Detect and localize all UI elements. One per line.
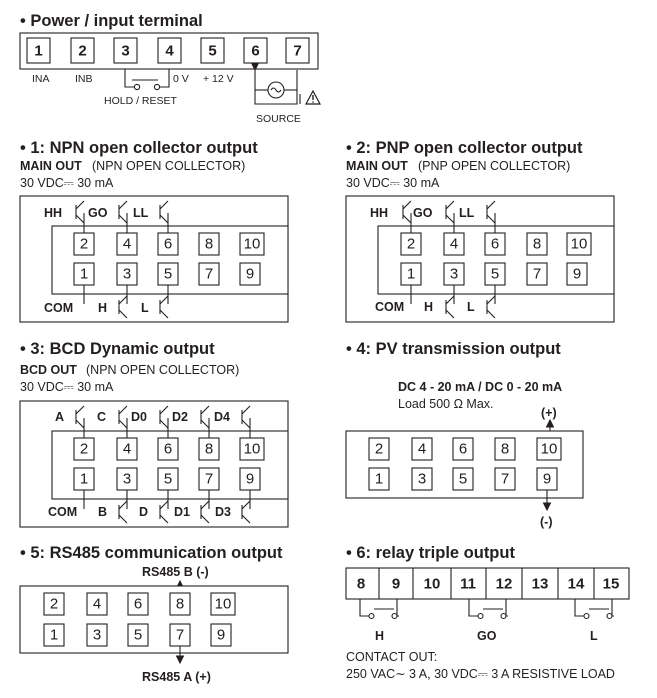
zero-v-label: 0 V xyxy=(173,73,189,85)
bcd-c-label: C xyxy=(97,410,107,424)
npn-go-label: GO xyxy=(88,206,108,220)
pnp-terminal: 3 xyxy=(449,265,459,283)
rs485-terminal: 9 xyxy=(216,626,226,644)
rs485-section xyxy=(20,544,288,684)
bcd-terminal: 4 xyxy=(122,440,132,458)
pnp-l-label: L xyxy=(467,300,475,314)
pv-title: • 4: PV transmission output xyxy=(346,340,561,358)
pnp-terminal: 1 xyxy=(406,265,416,283)
bcd-rating: 30 VDC⎓ 30 mA xyxy=(20,380,114,394)
bcd-section xyxy=(20,340,288,527)
pv-terminal: 9 xyxy=(542,470,552,488)
relay-contact-h xyxy=(360,599,399,619)
pnp-terminal: 9 xyxy=(572,265,582,283)
rs485-terminal: 8 xyxy=(175,595,185,613)
pnp-terminal: 8 xyxy=(532,235,542,253)
npn-main-out-type: (NPN OPEN COLLECTOR) xyxy=(92,159,246,173)
hold-reset-label: HOLD / RESET xyxy=(104,95,177,107)
pv-terminal: 10 xyxy=(540,440,558,458)
pv-section xyxy=(346,340,583,529)
pnp-com-label: COM xyxy=(375,300,405,314)
npn-terminal: 1 xyxy=(79,265,89,283)
bcd-terminal: 10 xyxy=(243,440,261,458)
pnp-section xyxy=(346,139,614,322)
npn-terminal: 2 xyxy=(79,235,89,253)
bcd-out-type: (NPN OPEN COLLECTOR) xyxy=(86,363,240,377)
pv-terminal: 5 xyxy=(458,470,468,488)
rs485-terminal: 6 xyxy=(133,595,143,613)
power-terminal: 4 xyxy=(165,42,174,60)
bcd-d0-label: D0 xyxy=(131,410,147,424)
bcd-com-label: COM xyxy=(48,505,78,519)
rs485-terminal: 2 xyxy=(49,595,59,613)
relay-section xyxy=(346,544,629,681)
relay-contact-l xyxy=(575,599,614,619)
relay-terminal: 13 xyxy=(531,575,549,593)
power-terminal: 2 xyxy=(78,42,87,60)
pv-terminal: 7 xyxy=(500,470,510,488)
relay-h-label: H xyxy=(375,629,385,643)
npn-terminal: 3 xyxy=(122,265,132,283)
pnp-terminal: 10 xyxy=(570,235,588,253)
rs485-terminal: 4 xyxy=(92,595,102,613)
npn-terminal: 5 xyxy=(163,265,173,283)
bcd-terminal: 6 xyxy=(163,440,173,458)
bcd-terminal: 8 xyxy=(204,440,214,458)
npn-com-label: COM xyxy=(44,301,74,315)
pnp-terminal: 5 xyxy=(490,265,500,283)
pnp-terminal: 7 xyxy=(532,265,542,283)
source-label: SOURCE xyxy=(256,113,301,125)
npn-terminal: 8 xyxy=(204,235,214,253)
rs485-a-label: RS485 A (+) xyxy=(142,670,211,684)
relay-terminal: 14 xyxy=(567,575,585,593)
relay-go-label: GO xyxy=(477,629,497,643)
rs485-terminal: 7 xyxy=(175,626,185,644)
relay-terminal: 9 xyxy=(391,575,401,593)
pv-terminal: 2 xyxy=(374,440,384,458)
bcd-d1-label: D1 xyxy=(174,505,190,519)
relay-contact-rating: 250 VAC∼ 3 A, 30 VDC⎓ 3 A RESISTIVE LOAD xyxy=(346,667,615,681)
bcd-a-label: A xyxy=(55,410,65,424)
bcd-terminal: 5 xyxy=(163,470,173,488)
pnp-hh-label: HH xyxy=(370,206,389,220)
npn-terminal: 9 xyxy=(245,265,255,283)
npn-terminal: 10 xyxy=(243,235,261,253)
relay-terminal: 15 xyxy=(602,575,620,593)
relay-terminal: 10 xyxy=(423,575,441,593)
rs485-b-label: RS485 B (-) xyxy=(142,565,209,579)
bcd-terminal: 3 xyxy=(122,470,132,488)
warning-icon xyxy=(306,91,320,104)
rs485-terminal: 3 xyxy=(92,626,102,644)
pv-load: Load 500 Ω Max. xyxy=(398,397,494,411)
bcd-title: • 3: BCD Dynamic output xyxy=(20,340,215,358)
relay-terminal: 8 xyxy=(356,575,366,593)
power-section xyxy=(20,12,320,125)
pnp-main-out-type: (PNP OPEN COLLECTOR) xyxy=(418,159,571,173)
pv-terminal: 6 xyxy=(458,440,468,458)
rs485-terminal: 1 xyxy=(49,626,59,644)
power-terminal: 7 xyxy=(293,42,302,60)
bcd-b-label: B xyxy=(98,505,108,519)
bcd-d3-label: D3 xyxy=(215,505,231,519)
inb-label: INB xyxy=(75,73,93,85)
pnp-h-label: H xyxy=(424,300,434,314)
relay-l-label: L xyxy=(590,629,598,643)
npn-h-label: H xyxy=(98,301,108,315)
pnp-terminal: 2 xyxy=(406,235,416,253)
npn-rating: 30 VDC⎓ 30 mA xyxy=(20,176,114,190)
pv-terminal: 3 xyxy=(417,470,427,488)
pv-terminal: 4 xyxy=(417,440,427,458)
power-terminal: 5 xyxy=(208,42,217,60)
power-terminal: 3 xyxy=(121,42,130,60)
rs485-terminal: 10 xyxy=(214,595,232,613)
npn-main-out: MAIN OUT xyxy=(20,159,82,173)
plus12v-label: + 12 V xyxy=(203,73,234,85)
relay-contact-go xyxy=(469,599,508,619)
rs485-title: • 5: RS485 communication output xyxy=(20,544,283,562)
pnp-terminal: 6 xyxy=(490,235,500,253)
bcd-terminal: 2 xyxy=(79,440,89,458)
pnp-title: • 2: PNP open collector output xyxy=(346,139,583,157)
pnp-rating: 30 VDC⎓ 30 mA xyxy=(346,176,440,190)
bcd-terminal: 9 xyxy=(245,470,255,488)
pnp-ll-label: LL xyxy=(459,206,475,220)
relay-terminal: 12 xyxy=(495,575,513,593)
power-terminal: 1 xyxy=(34,42,43,60)
pnp-go-label: GO xyxy=(413,206,433,220)
bcd-d4-label: D4 xyxy=(214,410,230,424)
npn-hh-label: HH xyxy=(44,206,63,220)
bcd-terminal: 7 xyxy=(204,470,214,488)
npn-ll-label: LL xyxy=(133,206,149,220)
pv-terminal: 1 xyxy=(374,470,384,488)
pv-terminal: 8 xyxy=(500,440,510,458)
npn-terminal: 6 xyxy=(163,235,173,253)
npn-l-label: L xyxy=(141,301,149,315)
pnp-terminal: 4 xyxy=(449,235,459,253)
npn-terminal: 7 xyxy=(204,265,214,283)
pv-spec: DC 4 - 20 mA / DC 0 - 20 mA xyxy=(398,380,563,394)
pnp-main-out: MAIN OUT xyxy=(346,159,408,173)
power-title: • Power / input terminal xyxy=(20,12,203,30)
pv-minus-label: (-) xyxy=(540,515,553,529)
relay-terminal: 11 xyxy=(460,575,476,593)
rs485-terminal: 5 xyxy=(133,626,143,644)
bcd-d-label: D xyxy=(139,505,149,519)
relay-contact-out: CONTACT OUT: xyxy=(346,650,438,664)
power-terminal: 6 xyxy=(251,42,260,60)
bcd-out: BCD OUT xyxy=(20,363,77,377)
pv-plus-label: (+) xyxy=(541,406,557,420)
npn-terminal: 4 xyxy=(122,235,132,253)
npn-title: • 1: NPN open collector output xyxy=(20,139,258,157)
ina-label: INA xyxy=(32,73,50,85)
bcd-d2-label: D2 xyxy=(172,410,188,424)
bcd-terminal: 1 xyxy=(79,470,89,488)
npn-section xyxy=(20,139,288,322)
relay-title: • 6: relay triple output xyxy=(346,544,515,562)
